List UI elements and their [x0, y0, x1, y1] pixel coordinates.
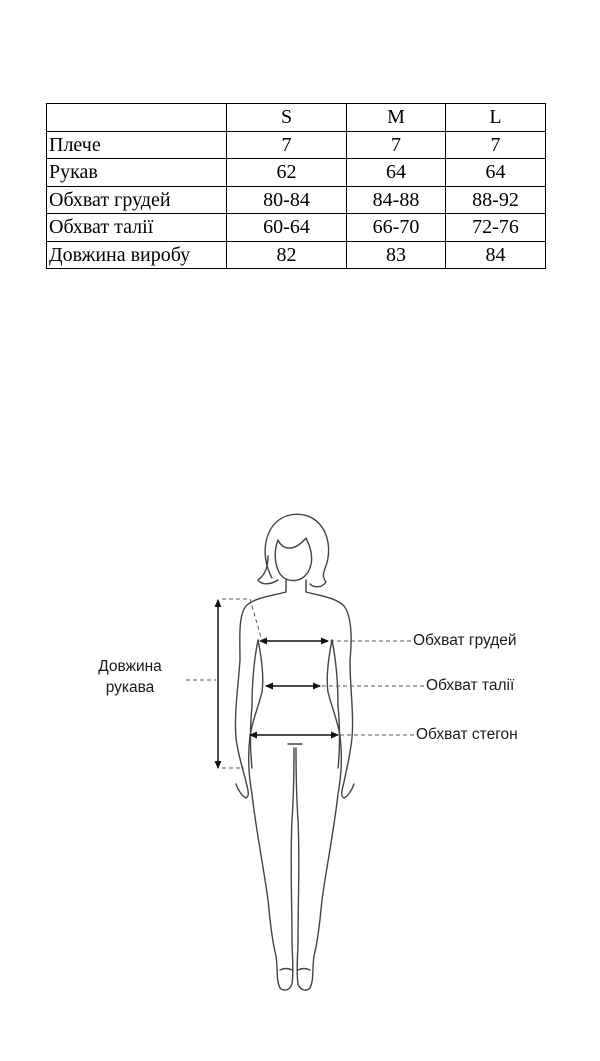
table-cell: 64	[446, 159, 546, 187]
table-cell: 64	[347, 159, 446, 187]
guide-lines	[186, 599, 424, 768]
woman-silhouette-illustration	[0, 500, 600, 1000]
table-cell: 7	[347, 131, 446, 159]
body-outline	[235, 514, 354, 990]
row-label-bust: Обхват грудей	[47, 186, 227, 214]
row-label-length: Довжина виробу	[47, 241, 227, 269]
sleeve-length-label-line2: рукава	[105, 679, 155, 696]
bust-label: Обхват грудей	[413, 632, 517, 649]
table-row	[47, 131, 546, 159]
waist-label: Обхват талії	[426, 677, 515, 694]
table-cell: 62	[227, 159, 347, 187]
table-cell: 60-64	[227, 214, 347, 242]
table-row	[47, 241, 546, 269]
table-row	[47, 186, 546, 214]
table-row	[47, 159, 546, 187]
table-cell: 84-88	[347, 186, 446, 214]
row-label-shoulder: Плече	[47, 131, 227, 159]
row-label-waist: Обхват талії	[47, 214, 227, 242]
measurement-figure	[0, 500, 600, 1000]
size-chart-table	[46, 103, 546, 269]
table-cell: 82	[227, 241, 347, 269]
hips-label: Обхват стегон	[416, 726, 518, 743]
table-cell: 7	[446, 131, 546, 159]
row-label-sleeve: Рукав	[47, 159, 227, 187]
header-size-m: M	[347, 104, 446, 132]
table-cell: 83	[347, 241, 446, 269]
table-header-row	[47, 104, 546, 132]
table-cell: 66-70	[347, 214, 446, 242]
table-cell: 88-92	[446, 186, 546, 214]
table-cell: 80-84	[227, 186, 347, 214]
header-corner-cell	[47, 104, 227, 132]
sleeve-length-label	[76, 656, 184, 698]
table-cell: 84	[446, 241, 546, 269]
table-row	[47, 214, 546, 242]
table-cell: 72-76	[446, 214, 546, 242]
header-size-s: S	[227, 104, 347, 132]
table-cell: 7	[227, 131, 347, 159]
sleeve-length-label-line1: Довжина	[98, 658, 162, 675]
header-size-l: L	[446, 104, 546, 132]
